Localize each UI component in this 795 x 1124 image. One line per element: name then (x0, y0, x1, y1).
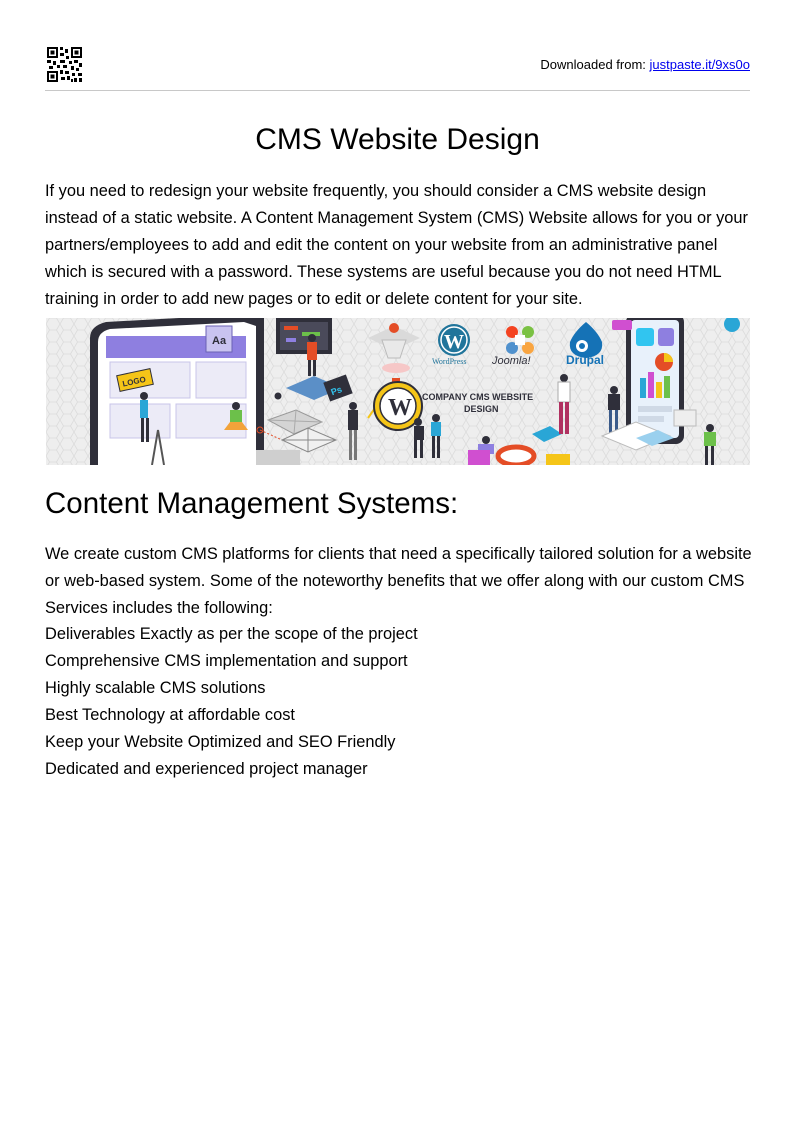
svg-text:W: W (444, 331, 464, 353)
download-source (540, 57, 750, 73)
joomla-label: Joomla! (492, 355, 531, 367)
banner-caption-line2: DESIGN (464, 404, 499, 414)
benefits-list (45, 621, 418, 783)
list-item: Deliverables Exactly as per the scope of the project (45, 625, 418, 643)
page-title: CMS Website Design (255, 123, 540, 156)
section-paragraph: We create custom CMS platforms for clients that need a specifically tailored solution for a website or web-based system. Some of the noteworthy benefits that we offer along with our custom CMS Services includes the following: (45, 545, 752, 617)
list-item: Highly scalable CMS solutions (45, 679, 266, 697)
tile-logo: LOGO (121, 374, 147, 389)
section-heading: Content Management Systems: (45, 487, 459, 520)
header-divider (45, 90, 750, 91)
drupal-label: Drupal (566, 353, 605, 367)
list-item: Dedicated and experienced project manager (45, 760, 368, 778)
list-item: Best Technology at affordable cost (45, 706, 295, 724)
cms-banner-illustration (46, 318, 750, 465)
left-monitor-graphic (90, 318, 264, 465)
wordpress-label: WordPress (432, 357, 467, 366)
banner-caption-line1: COMPANY CMS WEBSITE (422, 392, 534, 402)
download-prefix: Downloaded from: (540, 57, 650, 72)
list-item: Keep your Website Optimized and SEO Friendly (45, 733, 396, 751)
source-link[interactable]: justpaste.it/9xs0o (649, 57, 750, 72)
list-item: Comprehensive CMS implementation and support (45, 652, 408, 670)
tile-ps: Ps (329, 384, 344, 398)
wordpress-logo-icon (438, 324, 470, 356)
svg-text:W: W (388, 395, 412, 421)
intro-paragraph: If you need to redesign your website frequently, you should consider a CMS website design instead of a static website. A Content Management System (CMS) Website allows for you or your partners/employees to add and edit the content on your website from an administrative panel which is secured with a password. These systems are useful because you do not need HTML training in order to add new pages or to edit or delete content for your site. (45, 182, 748, 308)
tile-aa: Aa (212, 335, 227, 347)
qr-code-icon (47, 47, 82, 82)
